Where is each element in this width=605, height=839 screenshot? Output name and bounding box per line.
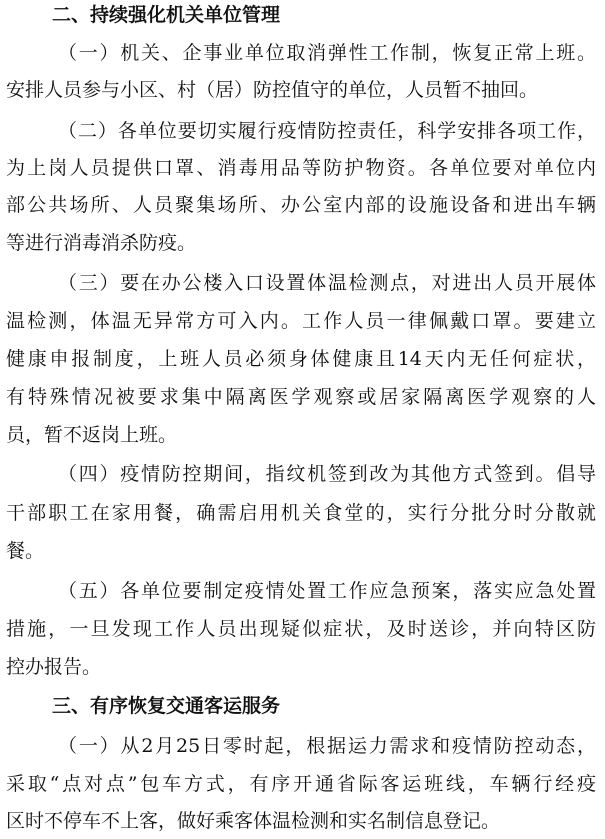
paragraph-line: （四）疫情防控期间，指纹机签到改为其他方式签到。倡导	[58, 463, 596, 485]
paragraph-line: 餐。	[6, 540, 45, 562]
section-heading-3: 三、有序恢复交通客运服务	[52, 695, 281, 717]
paragraph-line: （二）各单位要切实履行疫情防控责任，科学安排各项工作，	[58, 120, 596, 142]
paragraph-line: 为上岗人员提供口罩、消毒用品等防护物资。各单位要对单位内	[6, 157, 596, 179]
paragraph-line: 区时不停车不上客，做好乘客体温检测和实名制信息登记。	[6, 810, 501, 832]
paragraph-line: 采取“点对点”包车方式，有序开通省际客运班线，车辆行经疫	[6, 773, 596, 795]
paragraph-line: （五）各单位要制定疫情处置工作应急预案，落实应急处置	[58, 580, 596, 602]
paragraph-line: 安排人员参与小区、村（居）防控值守的单位，人员暂不抽回。	[6, 79, 539, 101]
paragraph-line: 干部职工在家用餐，确需启用机关食堂的，实行分批分时分散就	[6, 502, 596, 524]
paragraph-line: 健康申报制度，上班人员必须身体健康且14天内无任何症状，	[6, 348, 596, 370]
paragraph-line: 温检测，体温无异常方可入内。工作人员一律佩戴口罩。要建立	[6, 310, 596, 332]
paragraph-line: 部公共场所、人员聚集场所、办公室内部的设施设备和进出车辆	[6, 194, 596, 216]
paragraph-line: （一）机关、企事业单位取消弹性工作制，恢复正常上班。	[58, 42, 596, 64]
paragraph-line: 措施，一旦发现工作人员出现疑似症状，及时送诊，并向特区防	[6, 618, 596, 640]
paragraph-line: 员，暂不返岗上班。	[6, 424, 178, 446]
paragraph-line: （一）从2月25日零时起，根据运力需求和疫情防控动态，	[58, 735, 596, 757]
paragraph-line: 控办报告。	[6, 656, 102, 678]
section-heading-2: 二、持续强化机关单位管理	[52, 4, 281, 26]
paragraph-line: 有特殊情况被要求集中隔离医学观察或居家隔离医学观察的人	[6, 386, 596, 408]
paragraph-line: 等进行消毒消杀防疫。	[6, 232, 197, 254]
paragraph-line: （三）要在办公楼入口设置体温检测点，对进出人员开展体	[58, 272, 596, 294]
